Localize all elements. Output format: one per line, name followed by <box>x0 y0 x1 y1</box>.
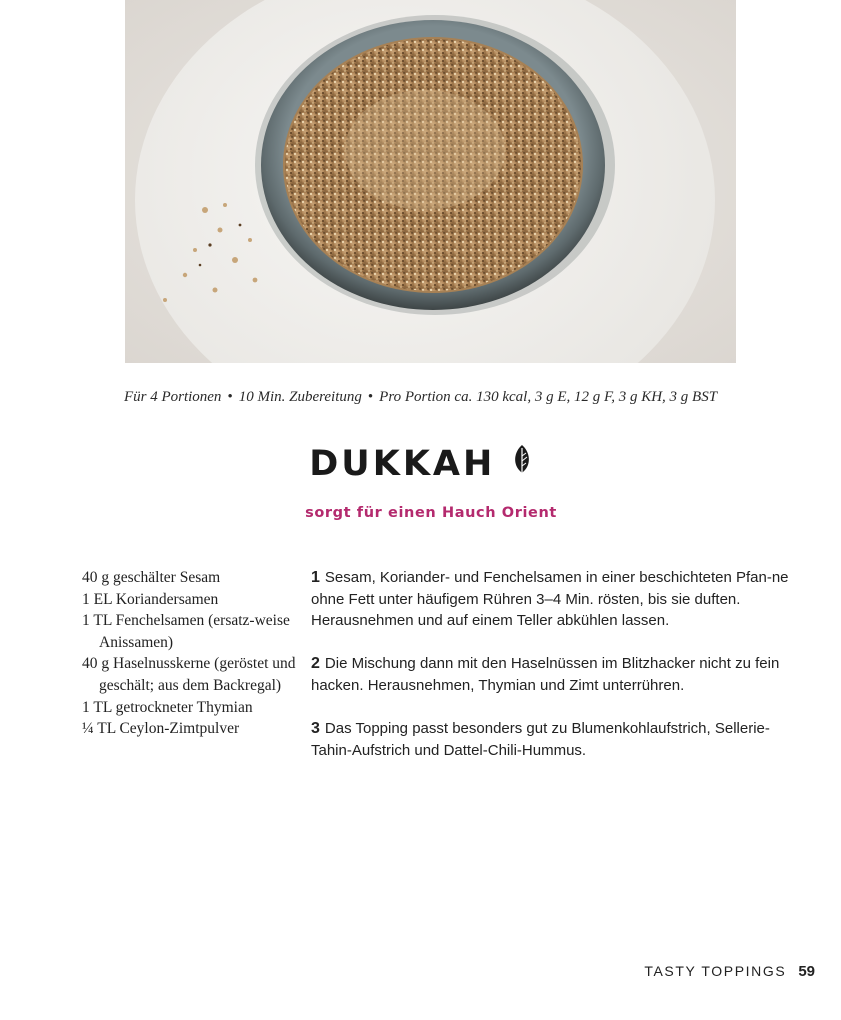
photo-illustration <box>125 0 736 363</box>
step-3 <box>311 718 791 761</box>
ingredient-item: 40 g geschälter Sesam <box>82 569 221 586</box>
meta-separator: • <box>227 389 233 405</box>
recipe-title: DUKKAH <box>309 444 496 484</box>
meta-separator: • <box>367 389 374 405</box>
ingredient-item: 1 TL Fenchelsamen (ersatz-weise Anissamen) <box>82 612 290 651</box>
page-number: 59 <box>798 963 815 980</box>
title-row <box>0 444 841 484</box>
step-text: Sesam, Koriander- und Fenchelsamen in einer beschichteten Pfan-ne ohne Fett unter häufigem Rühren 3–4 Min. rösten, bis sie duften. Herausnehmen und auf einem Teller abkühlen lassen. <box>311 569 789 630</box>
step-number: 2 <box>311 655 320 673</box>
step-text: Das Topping passt besonders gut zu Blumenkohlaufstrich, Sellerie-Tahin-Aufstrich und Dattel-Chili-Hummus. <box>311 720 770 759</box>
step-number: 1 <box>311 569 320 586</box>
step-number: 3 <box>311 720 320 738</box>
ingredient-list <box>82 567 297 740</box>
section-name: TASTY TOPPINGS <box>644 963 787 979</box>
step-text: Die Mischung dann mit den Haselnüssen im Blitzhacker nicht zu fein hacken. Herausnehmen, Thymian und Zimt unterrühren. <box>311 655 780 694</box>
recipe-meta-line <box>0 389 841 406</box>
step-1 <box>311 567 791 632</box>
nutrition-text: Pro Portion ca. 130 kcal, 3 g E, 12 g F, 3 g KH, 3 g BST <box>379 389 718 405</box>
page-footer <box>644 963 815 980</box>
ingredient-item: ¼ TL Ceylon-Zimtpulver <box>82 720 240 738</box>
ingredient-item: 1 EL Koriandersamen <box>82 590 219 608</box>
ingredient-item: 1 TL getrockneter Thymian <box>82 698 253 716</box>
recipe-subtitle: sorgt für einen Hauch Orient <box>305 505 557 521</box>
portions-text: Für 4 Portionen <box>123 389 222 405</box>
leaf-icon <box>512 444 532 481</box>
time-text: 10 Min. Zubereitung <box>238 389 362 405</box>
dukkah-bowl-photo <box>125 0 736 363</box>
instruction-steps <box>311 567 791 783</box>
step-2 <box>311 653 791 696</box>
ingredient-item: 40 g Haselnusskerne (geröstet und geschält; aus dem Backregal) <box>82 655 296 694</box>
